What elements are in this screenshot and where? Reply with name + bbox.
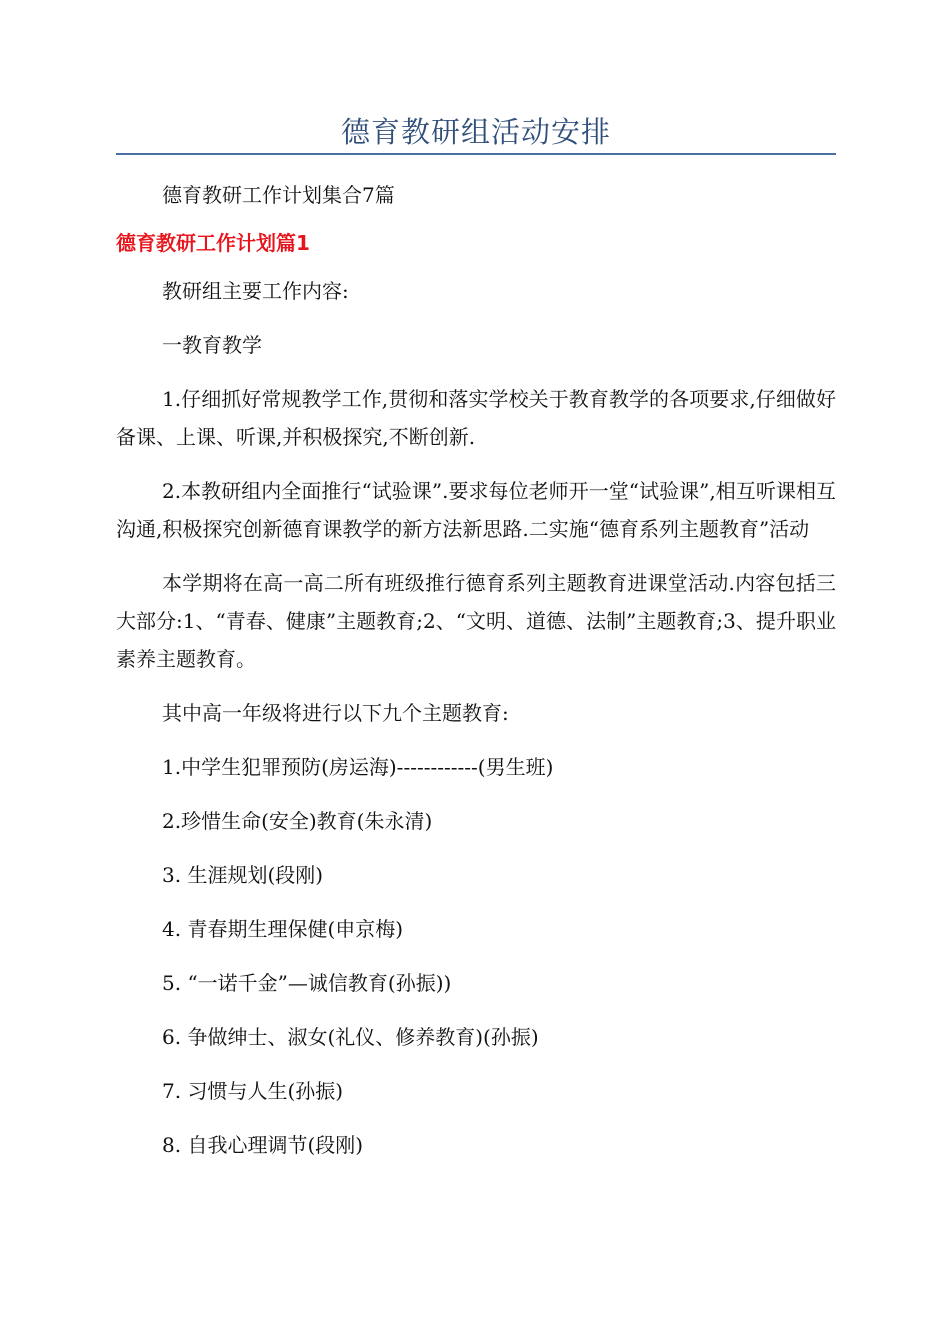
- topic-list-item: 3. 生涯规划(段刚): [162, 863, 324, 887]
- paragraph-item-2: 2.本教研组内全面推行“试验课”.要求每位老师开一堂“试验课”,相互听课相互沟通,积极探究创新德育课教学的新方法新思路.二实施“德育系列主题教育”活动: [116, 479, 836, 541]
- topic-list-item: 1.中学生犯罪预防(房运海)------------(男生班): [162, 755, 554, 779]
- document-body: [116, 176, 836, 1180]
- title-underline: [116, 153, 836, 155]
- paragraph-item-1: 1.仔细抓好常规教学工作,贯彻和落实学校关于教育教学的各项要求,仔细做好备课、上课、听课,并积极探究,不断创新.: [116, 387, 836, 449]
- topic-list-item: 7. 习惯与人生(孙振): [162, 1079, 344, 1103]
- topic-list-item: 8. 自我心理调节(段刚): [162, 1133, 364, 1157]
- topic-list-item: 5. “一诺千金”—诚信教育(孙振)): [162, 971, 452, 995]
- section-heading: 德育教研工作计划篇1: [116, 231, 310, 255]
- document-title: 德育教研组活动安排: [340, 115, 611, 149]
- document-subtitle: 德育教研工作计划集合7篇: [162, 183, 395, 207]
- topic-list-item: 2.珍惜生命(安全)教育(朱永清): [162, 809, 433, 833]
- paragraph-education-heading: 一教育教学: [162, 333, 262, 357]
- topic-list-item: 4. 青春期生理保健(申京梅): [162, 917, 404, 941]
- paragraph-main-content: 教研组主要工作内容:: [162, 279, 349, 303]
- topic-list-item: 6. 争做绅士、淑女(礼仪、修养教育)(孙振): [162, 1025, 539, 1049]
- paragraph-semester-plan: 本学期将在高一高二所有班级推行德育系列主题教育进课堂活动.内容包括三大部分:1、“青春、健康”主题教育;2、“文明、道德、法制”主题教育;3、提升职业素养主题教育。: [116, 571, 836, 671]
- paragraph-nine-topics-intro: 其中高一年级将进行以下九个主题教育:: [162, 701, 509, 725]
